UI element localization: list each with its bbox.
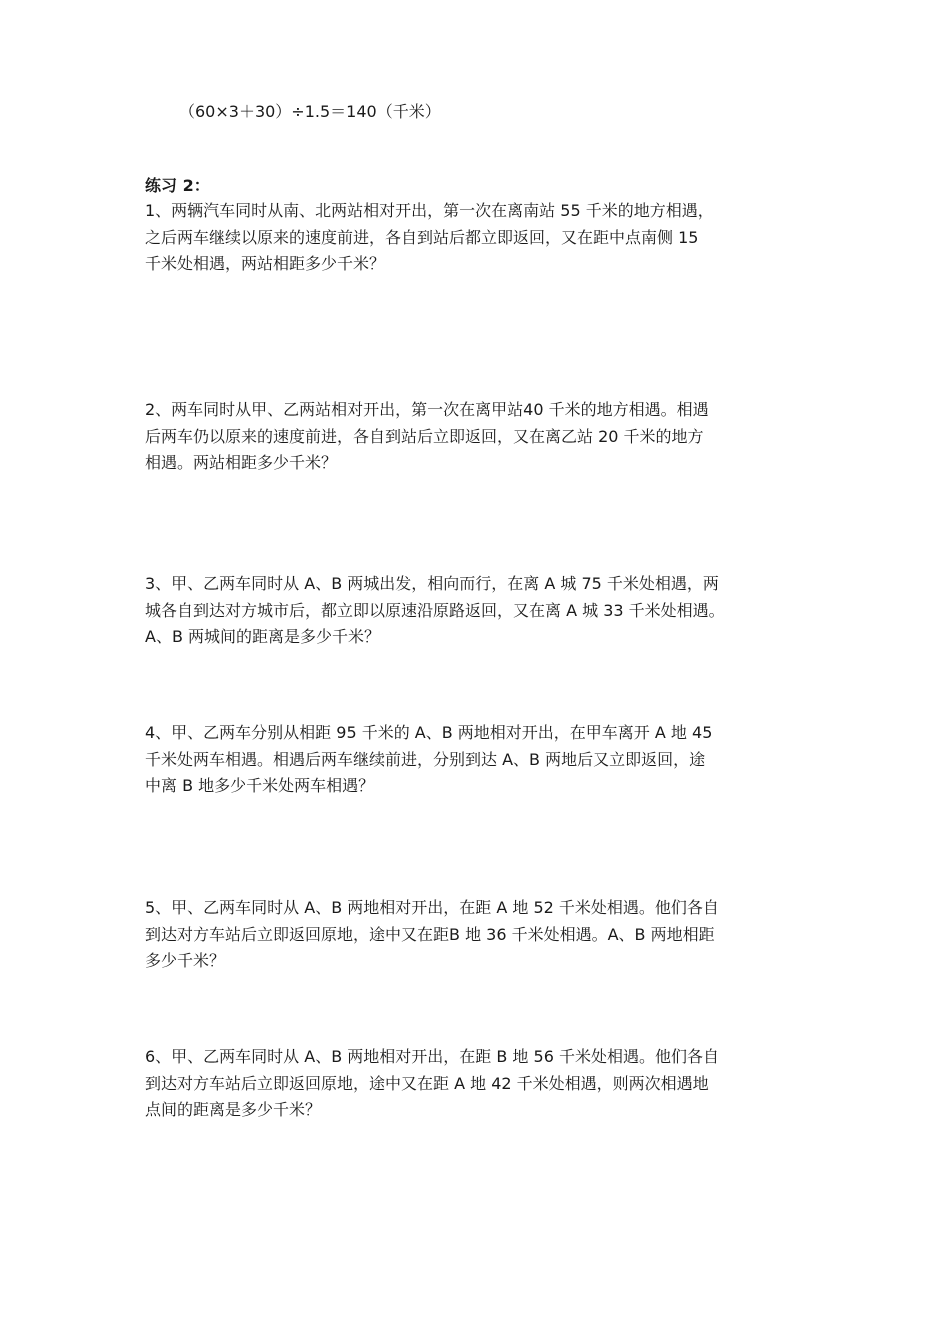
- problem-line: 多少千米？: [145, 951, 226, 970]
- problem-6: [145, 1044, 813, 1124]
- problem-line: 千米处相遇，两站相距多少千米？: [145, 254, 386, 273]
- problem-1: [145, 198, 813, 278]
- section-title: 练习 2：: [145, 176, 210, 195]
- problem-line: 4、甲、乙两车分别从相距 95 千米的 A、B 两地相对开出，在甲车离开 A 地 45: [145, 723, 713, 742]
- problem-line: 2、两车同时从甲、乙两站相对开出，第一次在离甲站40 千米的地方相遇。相遇: [145, 400, 709, 419]
- problem-line: 后两车仍以原来的速度前进，各自到站后立即返回，又在离乙站 20 千米的地方: [145, 426, 704, 446]
- problem-line: 到达对方车站后立即返回原地，途中又在距 A 地 42 千米处相遇，则两次相遇地: [145, 1073, 709, 1093]
- problem-line: A、B 两城间的距离是多少千米？: [145, 627, 381, 646]
- problem-line: 5、甲、乙两车同时从 A、B 两地相对开出，在距 A 地 52 千米处相遇。他们各自: [145, 898, 719, 917]
- problem-line: 中离 B 地多少千米处两车相遇？: [145, 776, 375, 795]
- problem-4: [145, 720, 813, 800]
- problem-line: 城各自到达对方城市后，都立即以原速沿原路返回，又在离 A 城 33 千米处相遇。: [145, 600, 725, 620]
- problem-line: 点间的距离是多少千米？: [145, 1100, 322, 1119]
- problem-line: 千米处两车相遇。相遇后两车继续前进，分别到达 A、B 两地后又立即返回，途: [145, 749, 706, 769]
- problem-line: 之后两车继续以原来的速度前进，各自到站后都立即返回，又在距中点南侧 15: [145, 227, 699, 247]
- solution-formula: （60×3＋30）÷1.5＝140（千米）: [179, 102, 441, 121]
- problem-line: 6、甲、乙两车同时从 A、B 两地相对开出，在距 B 地 56 千米处相遇。他们各自: [145, 1047, 719, 1066]
- problem-2: [145, 397, 813, 477]
- problem-line: 相遇。两站相距多少千米？: [145, 453, 338, 472]
- problem-line: 3、甲、乙两车同时从 A、B 两城出发，相向而行，在离 A 城 75 千米处相遇，两: [145, 574, 719, 593]
- problem-line: 1、两辆汽车同时从南、北两站相对开出，第一次在离南站 55 千米的地方相遇，: [145, 201, 714, 220]
- problem-5: [145, 895, 813, 975]
- problem-3: [145, 571, 813, 651]
- problem-line: 到达对方车站后立即返回原地，途中又在距B 地 36 千米处相遇。A、B 两地相距: [145, 924, 715, 944]
